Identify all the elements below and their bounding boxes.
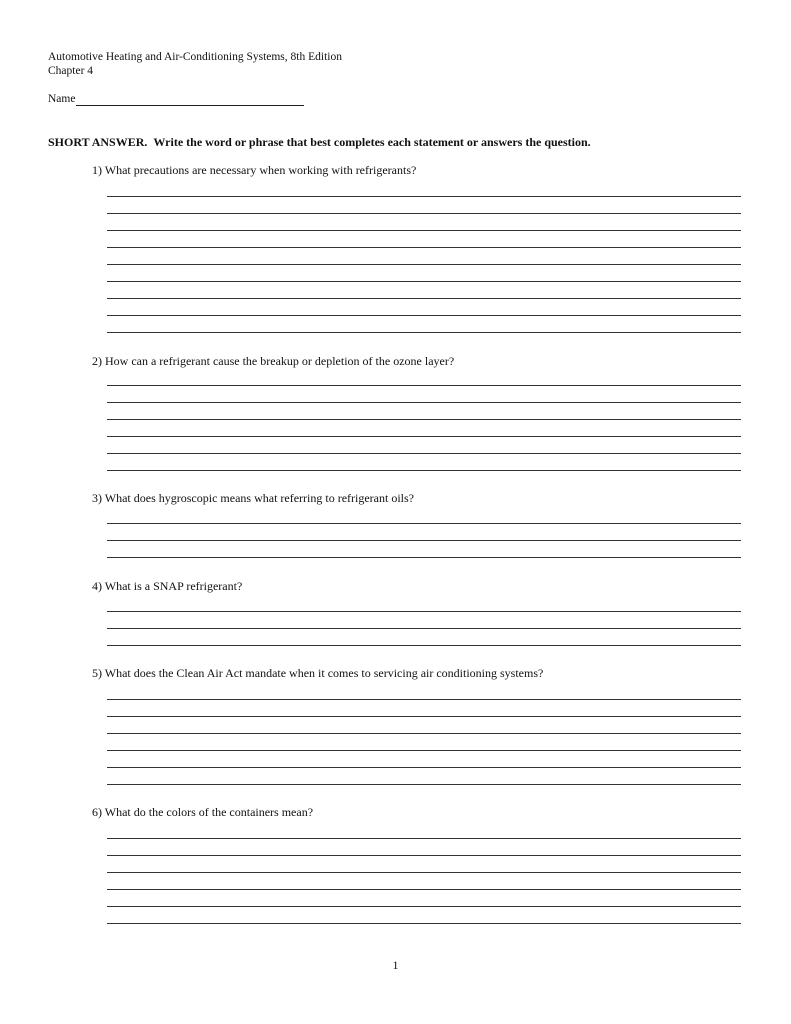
name-blank[interactable] [76, 94, 304, 106]
answer-line[interactable] [107, 645, 741, 646]
answer-line[interactable] [107, 611, 741, 612]
answer-line[interactable] [107, 213, 741, 214]
answer-line[interactable] [107, 230, 741, 231]
answer-line[interactable] [107, 315, 741, 316]
answer-line[interactable] [107, 716, 741, 717]
answer-line[interactable] [107, 419, 741, 420]
answer-line[interactable] [107, 436, 741, 437]
answer-line[interactable] [107, 872, 741, 873]
answer-line[interactable] [107, 889, 741, 890]
instructions [48, 135, 591, 150]
answer-line[interactable] [107, 750, 741, 751]
answer-line[interactable] [107, 767, 741, 768]
answer-line[interactable] [107, 699, 741, 700]
answer-line[interactable] [107, 281, 741, 282]
answer-line[interactable] [107, 733, 741, 734]
answer-line[interactable] [107, 540, 741, 541]
name-label: Name [48, 93, 76, 105]
question-5: 5) What does the Clean Air Act mandate when it comes to servicing air conditioning systems? [92, 666, 544, 680]
answer-line[interactable] [107, 385, 741, 386]
answer-line[interactable] [107, 332, 741, 333]
answer-line[interactable] [107, 298, 741, 299]
question-1: 1) What precautions are necessary when working with refrigerants? [92, 163, 417, 177]
answer-line[interactable] [107, 923, 741, 924]
page-number: 1 [392, 958, 399, 972]
answer-line[interactable] [107, 247, 741, 248]
instructions-heading: SHORT ANSWER. [48, 135, 148, 149]
answer-line[interactable] [107, 402, 741, 403]
answer-line[interactable] [107, 838, 741, 839]
answer-line[interactable] [107, 196, 741, 197]
answer-line[interactable] [107, 628, 741, 629]
answer-line[interactable] [107, 557, 741, 558]
answer-line[interactable] [107, 855, 741, 856]
question-3: 3) What does hygroscopic means what referring to refrigerant oils? [92, 491, 414, 505]
chapter-label: Chapter 4 [48, 65, 94, 77]
answer-line[interactable] [107, 453, 741, 454]
question-2: 2) How can a refrigerant cause the breakup or depletion of the ozone layer? [92, 354, 455, 368]
question-4: 4) What is a SNAP refrigerant? [92, 579, 243, 593]
answer-line[interactable] [107, 523, 741, 524]
book-title: Automotive Heating and Air-Conditioning Systems, 8th Edition [48, 51, 342, 63]
name-row [48, 92, 304, 106]
answer-line[interactable] [107, 470, 741, 471]
answer-line[interactable] [107, 264, 741, 265]
question-6: 6) What do the colors of the containers mean? [92, 805, 314, 819]
answer-line[interactable] [107, 784, 741, 785]
instructions-text: Write the word or phrase that best completes each statement or answers the question. [153, 135, 591, 149]
answer-line[interactable] [107, 906, 741, 907]
